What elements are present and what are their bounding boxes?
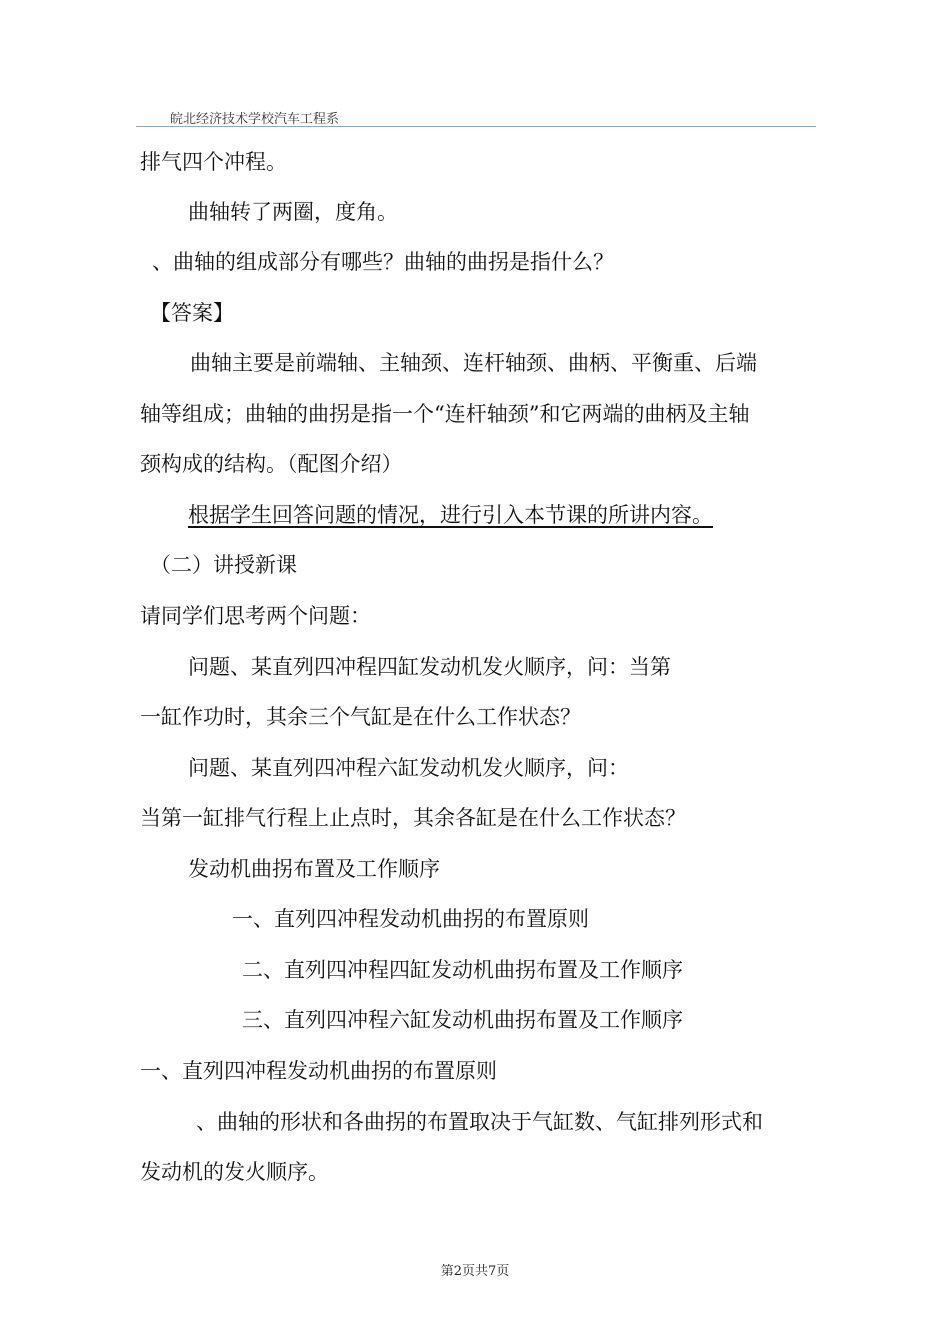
text-line: 发动机的发火顺序。 [140,1160,329,1184]
text-line: 、曲轴的组成部分有哪些？曲轴的曲拐是指什么？ [152,250,614,274]
outline-item: 一、直列四冲程发动机曲拐的布置原则 [232,907,589,931]
outline-item: 三、直列四冲程六缸发动机曲拐布置及工作顺序 [242,1008,683,1032]
header-divider [136,126,816,127]
section-heading: 一、直列四冲程发动机曲拐的布置原则 [140,1059,497,1083]
page-header: 皖北经济技术学校汽车工程系 [170,112,340,127]
text-line: 曲轴主要是前端轴、主轴颈、连杆轴颈、曲柄、平衡重、后端 [190,351,757,375]
text-line: 轴等组成；曲轴的曲拐是指一个“连杆轴颈”和它两端的曲柄及主轴 [140,402,750,426]
text-line: 问题、某直列四冲程四缸发动机发火顺序，问：当第 [188,655,671,679]
text-line: 曲轴转了两圈，度角。 [188,200,398,224]
text-line: 、曲轴的形状和各曲拐的布置取决于气缸数、气缸排列形式和 [196,1110,763,1134]
text-line: 一缸作功时，其余三个气缸是在什么工作状态？ [140,705,581,729]
text-line: 当第一缸排气行程上止点时，其余各缸是在什么工作状态？ [140,806,686,830]
page-footer: 第2页共7页 [440,1264,510,1279]
text-line: 请同学们思考两个问题： [140,604,371,628]
section-heading: （二）讲授新课 [150,553,297,577]
answer-label: 【答案】 [150,301,234,325]
topic-title: 发动机曲拐布置及工作顺序 [188,857,440,881]
underlined-text-line: 根据学生回答问题的情况，进行引入本节课的所讲内容。 [188,503,713,527]
text-line: 排气四个冲程。 [140,150,287,174]
text-line: 颈构成的结构。（配图介绍） [140,452,403,476]
outline-item: 二、直列四冲程四缸发动机曲拐布置及工作顺序 [242,958,683,982]
text-line: 问题、某直列四冲程六缸发动机发火顺序，问： [188,756,629,780]
